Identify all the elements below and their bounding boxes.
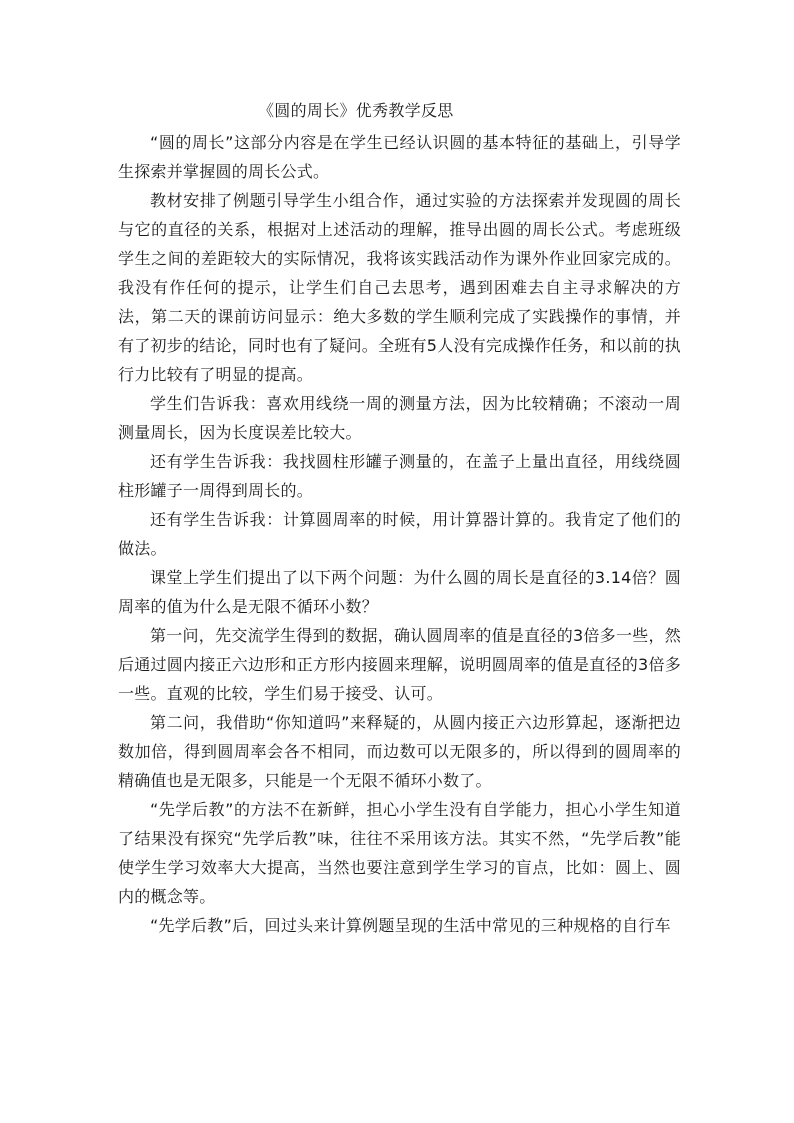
paragraph-9: “先学后教”的方法不在新鲜，担心小学生没有自学能力，担心小学生知道了结果没有探究“先学后教”味，往往不采用该方法。其实不然，“先学后教”能使学生学习效率大大提高，当然也要注意到学生学习的盲点，比如：圆上、圆内的概念等。	[118, 800, 681, 906]
paragraph-5: 还有学生告诉我：计算圆周率的时候，用计算器计算的。我肯定了他们的做法。	[118, 510, 681, 558]
paragraph-4: 还有学生告诉我：我找圆柱形罐子测量的，在盖子上量出直径，用线绕圆柱形罐子一周得到周长的。	[118, 452, 681, 500]
paragraph-8: 第二问，我借助“你知道吗”来释疑的，从圆内接正六边形算起，逐渐把边数加倍，得到圆周率会各不相同，而边数可以无限多的，所以得到的圆周率的精确值也是无限多，只能是一个无限不循环小数了。	[118, 713, 681, 790]
paragraph-6: 课堂上学生们提出了以下两个问题：为什么圆的周长是直径的3.14倍？圆周率的值为什么是无限不循环小数？	[118, 568, 681, 616]
paragraph-3: 学生们告诉我：喜欢用线绕一周的测量方法，因为比较精确；不滚动一周测量周长，因为长度误差比较大。	[118, 394, 681, 442]
document-body	[118, 128, 681, 940]
paragraph-10: “先学后教”后，回过头来计算例题呈现的生活中常见的三种规格的自行车	[150, 916, 671, 935]
document-title: 《圆的周长》优秀教学反思	[258, 101, 454, 120]
paragraph-7: 第一问，先交流学生得到的数据，确认圆周率的值是直径的3倍多一些，然后通过圆内接正六边形和正方形内接圆来理解，说明圆周率的值是直径的3倍多一些。直观的比较，学生们易于接受、认可。	[118, 626, 681, 703]
paragraph-1: “圆的周长”这部分内容是在学生已经认识圆的基本特征的基础上，引导学生探索并掌握圆的周长公式。	[118, 133, 681, 181]
paragraph-2: 教材安排了例题引导学生小组合作，通过实验的方法探索并发现圆的周长与它的直径的关系，根据对上述活动的理解，推导出圆的周长公式。考虑班级学生之间的差距较大的实际情况，我将该实践活动作为课外作业回家完成的。我没有作任何的提示，让学生们自己去思考，遇到困难去自主寻求解决的方法，第二天的课前访问显示：绝大多数的学生顺利完成了实践操作的事情，并有了初步的结论，同时也有了疑问。全班有5人没有完成操作任务，和以前的执行力比较有了明显的提高。	[118, 191, 681, 384]
